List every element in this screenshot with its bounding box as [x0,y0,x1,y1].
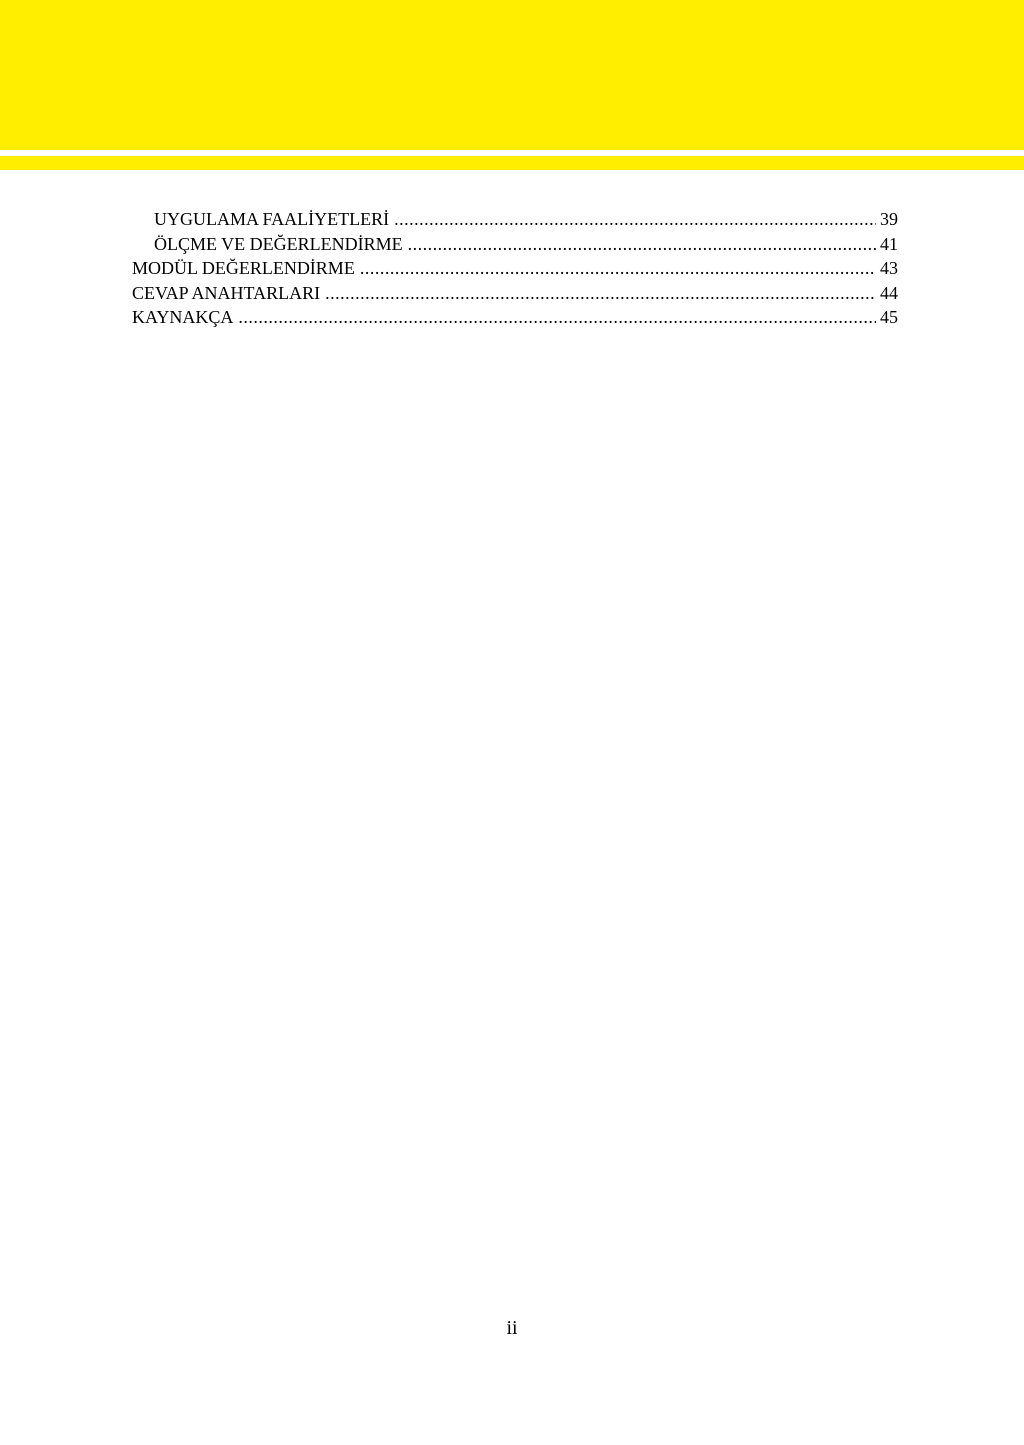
table-of-contents [132,207,898,330]
toc-entry-label: KAYNAKÇA [132,307,234,327]
toc-leader-dots [408,232,876,257]
toc-entry-page: 39 [880,209,898,229]
toc-leader-dots [238,305,876,330]
toc-entry-page: 43 [880,258,898,278]
toc-entry-page: 45 [880,307,898,327]
toc-leader-dots [394,207,876,232]
toc-entry[interactable] [132,305,898,330]
toc-entry[interactable] [132,207,898,232]
toc-entry[interactable] [132,256,898,281]
toc-entry-page: 44 [880,282,898,303]
page-number: ii [506,1317,518,1339]
toc-entry-page: 41 [880,233,898,254]
toc-leader-dots [325,281,876,306]
toc-entry-label: ÖLÇME VE DEĞERLENDİRME [154,233,403,254]
header-banner [0,0,1024,150]
toc-entry-label: UYGULAMA FAALİYETLERİ [154,209,390,229]
toc-entry[interactable] [132,232,898,257]
toc-entry[interactable] [132,281,898,306]
toc-leader-dots [360,256,876,281]
header-stripe [0,156,1024,170]
toc-entry-label: CEVAP ANAHTARLARI [132,282,321,303]
toc-entry-label: MODÜL DEĞERLENDİRME [132,258,355,278]
